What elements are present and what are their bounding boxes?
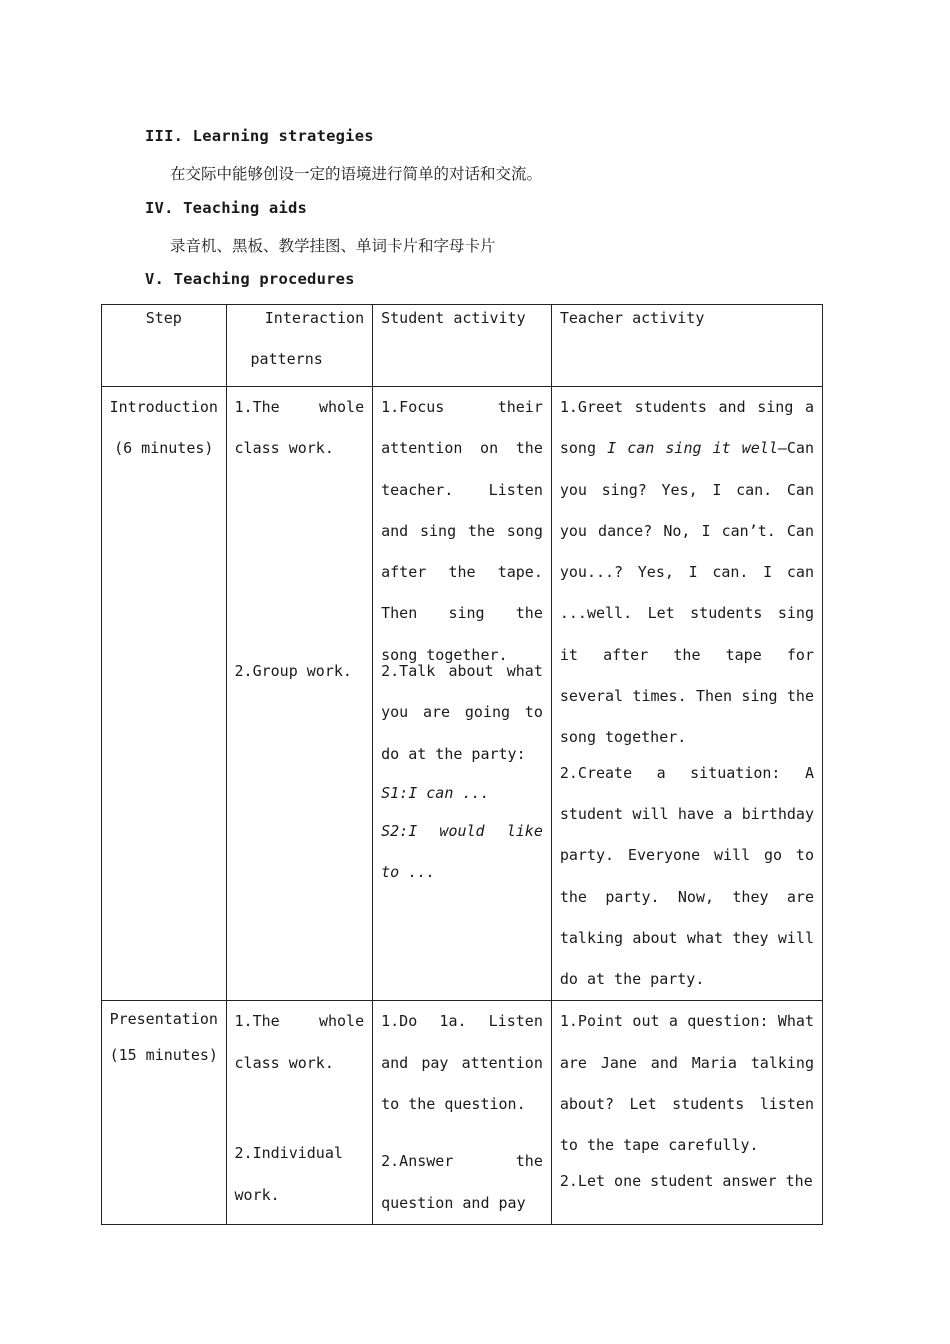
teacher-activity-item: 1.Point out a question: What are Jane and Maria talking about? Let students listen to the tape carefully. [559, 1012, 814, 1155]
header-step-label: Step [145, 309, 182, 327]
interaction-item: 2.Group work. [234, 662, 352, 680]
table-row [102, 387, 823, 1001]
teacher-activity-item [552, 387, 822, 759]
step-cell-presentation [102, 1001, 227, 1225]
student-activity-item: 1.Focus their attention on the teacher. Listen and sing the song after the tape. Then sing the song together. [381, 398, 543, 664]
teacher-activity-cell [551, 387, 822, 1001]
interaction-item: 1.The whole class work. [234, 398, 365, 458]
student-activity-item: 2.Answer the question and pay [381, 1152, 543, 1212]
step-name: Presentation [109, 1010, 218, 1029]
table-row [102, 1001, 823, 1225]
step-name: Introduction [109, 398, 218, 416]
interaction-cell [226, 387, 373, 1001]
teacher-activity-item: 2.Create a situation: A student will have a birthday party. Everyone will go to the party. Now, they are talking about what they will do at the party. [559, 763, 814, 989]
interaction-item: 2.Individual work. [234, 1144, 343, 1204]
table-header-row [102, 305, 823, 387]
teacher-activity-cell [551, 1001, 822, 1225]
header-step [102, 305, 227, 387]
teaching-procedures-heading: V. Teaching procedures [145, 270, 355, 288]
teacher-activity-text: —Can you sing? Yes, I can. Can you dance? No, I can’t. Can you...? Yes, I can. I can ...well. Let students sing it after the tape for several times. Then sing the song together. [559, 439, 814, 747]
learning-strategies-heading: III. Learning strategies [145, 127, 374, 145]
student-activity-cell [373, 1001, 552, 1225]
student-activity-item: 1.Do 1a. Listen and pay attention to the question. [381, 1012, 543, 1114]
teaching-aids-text: 录音机、黑板、教学挂图、单词卡片和字母卡片 [170, 237, 496, 255]
student-example: S1:I can ... [381, 783, 490, 802]
song-title: I can sing it well [607, 439, 778, 458]
student-activity-cell [373, 387, 552, 1001]
student-activity-item: 2.Talk about what you are going to do at the party: [381, 662, 543, 763]
student-example: S2:I would like to ... [381, 821, 543, 881]
step-time: (6 minutes) [114, 439, 214, 458]
interaction-cell [226, 1001, 373, 1225]
interaction-item: 1.The whole class work. [234, 1012, 365, 1072]
learning-strategies-text: 在交际中能够创设一定的语境进行简单的对话和交流。 [170, 165, 543, 183]
teacher-activity-item: 2.Let one student answer the [559, 1171, 813, 1190]
step-cell-introduction [102, 387, 227, 1001]
teacher-activity-text: 1.Greet students and sing a song [559, 398, 814, 458]
header-student-activity: Student activity [373, 305, 552, 387]
header-interaction [226, 305, 373, 387]
header-interaction-line2: patterns [250, 350, 323, 368]
step-time: (15 minutes) [109, 1046, 218, 1065]
header-teacher-activity: Teacher activity [551, 305, 822, 387]
header-interaction-line1: Interaction [264, 309, 365, 327]
teaching-procedures-table [101, 304, 823, 1225]
teaching-aids-heading: IV. Teaching aids [145, 199, 308, 217]
